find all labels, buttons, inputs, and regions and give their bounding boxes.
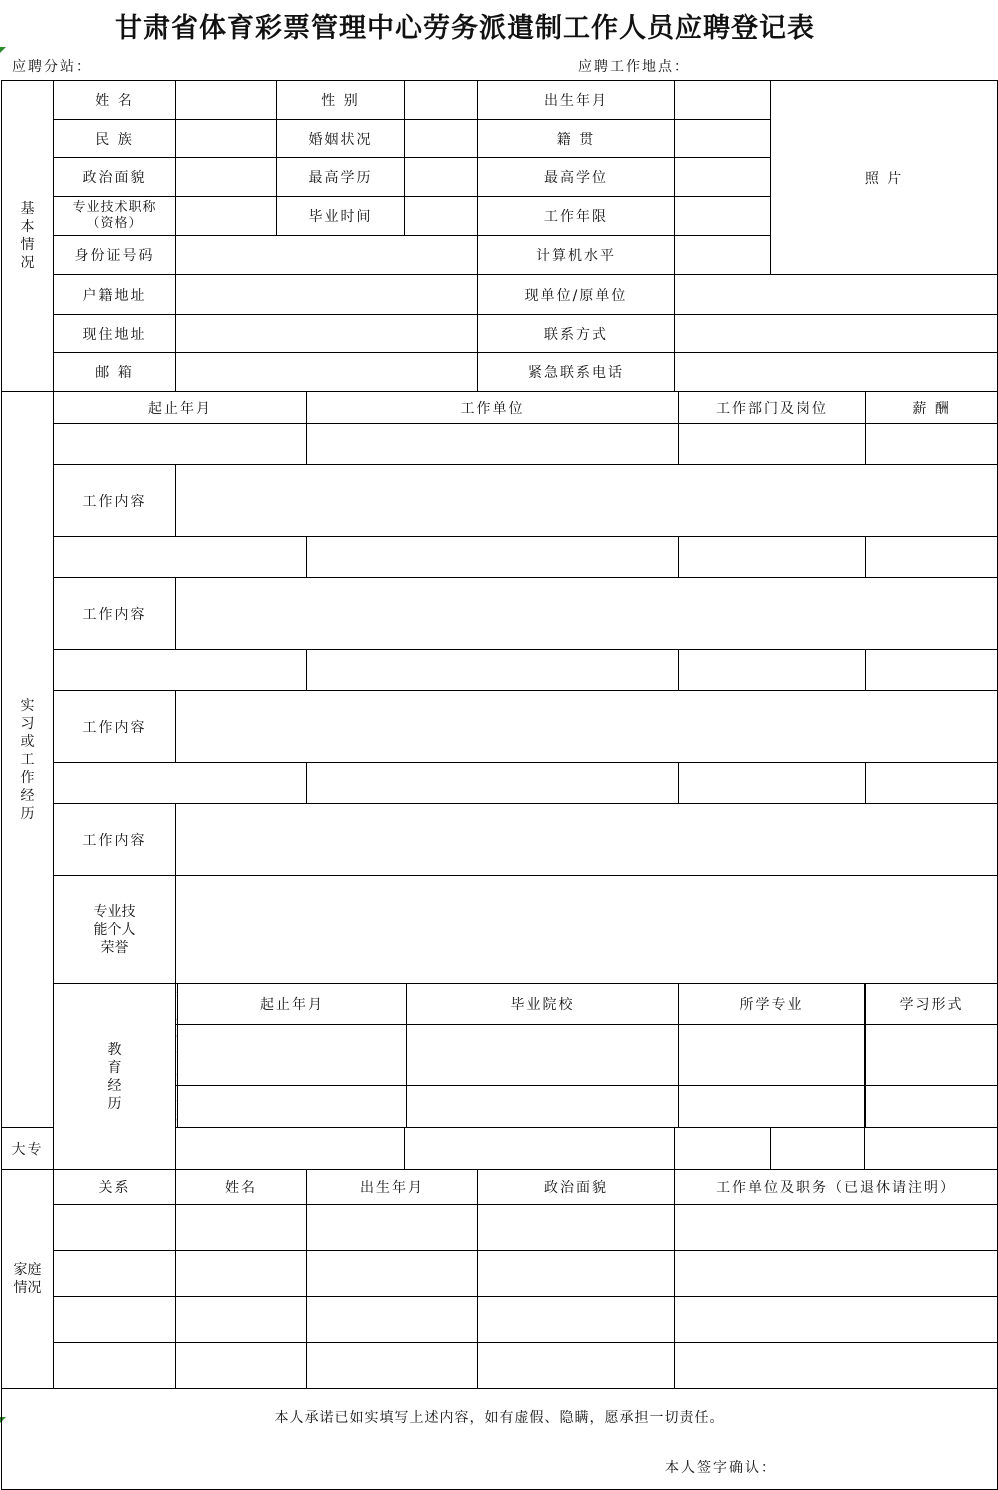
header-work-unit: 工作单位: [307, 392, 679, 424]
label-gender: 性 别: [277, 81, 405, 120]
label-email: 邮 箱: [54, 353, 176, 392]
field-ethnicity[interactable]: [176, 120, 277, 158]
pledge-box: [2, 1389, 998, 1490]
label-ethnicity: 民 族: [54, 120, 176, 158]
label-professional-title: [54, 197, 176, 236]
field-salary[interactable]: [866, 763, 998, 804]
field-family-name[interactable]: [176, 1297, 307, 1343]
field-family-relation[interactable]: [54, 1297, 176, 1343]
header-edu-school: 毕业院校: [407, 984, 679, 1025]
field-emergency-phone[interactable]: [675, 353, 998, 392]
field-work-dept[interactable]: [679, 650, 866, 691]
section-family: [2, 1170, 54, 1389]
field-work-unit[interactable]: [307, 424, 679, 465]
field-edu-school[interactable]: [407, 1025, 679, 1086]
field-family-relation[interactable]: [54, 1205, 176, 1251]
work-location-label: 应聘工作地点：: [578, 59, 690, 75]
branch-label: 应聘分站：: [12, 59, 92, 75]
header-edu-period: 起止年月: [178, 984, 407, 1025]
field-marital[interactable]: [405, 120, 478, 158]
field-name[interactable]: [176, 81, 277, 120]
header-work-dept: 工作部门及岗位: [679, 392, 866, 424]
label-work-content: 工作内容: [54, 804, 176, 876]
field-work-content[interactable]: [176, 691, 998, 763]
header-family-name: 姓名: [176, 1170, 307, 1205]
field-edu-major[interactable]: [679, 1025, 865, 1086]
field-hukou-address[interactable]: [176, 275, 478, 315]
field-family-birth[interactable]: [307, 1205, 478, 1251]
field-current-address[interactable]: [176, 315, 478, 353]
header-family-birth: 出生年月: [307, 1170, 478, 1205]
registration-form: [1, 80, 998, 1490]
field-work-period[interactable]: [54, 650, 307, 691]
label-emergency-phone: 紧急联系电话: [478, 353, 675, 392]
field-work-unit[interactable]: [307, 650, 679, 691]
field-current-employer[interactable]: [675, 275, 998, 315]
header-edu-mode: 学习形式: [866, 984, 998, 1025]
field-family-name[interactable]: [176, 1205, 307, 1251]
field-family-employer[interactable]: [675, 1251, 998, 1297]
field-salary[interactable]: [866, 537, 998, 578]
page-title: 甘肃省体育彩票管理中心劳务派遣制工作人员应聘登记表: [115, 13, 815, 44]
field-edu-period[interactable]: [178, 1086, 407, 1128]
family-title-line1: 家庭: [13, 1262, 42, 1278]
field-professional-title[interactable]: [176, 197, 277, 236]
field-edu-period[interactable]: [176, 1128, 405, 1170]
field-family-employer[interactable]: [675, 1297, 998, 1343]
field-edu-major[interactable]: [675, 1128, 771, 1170]
label-name: 姓 名: [54, 81, 176, 120]
field-work-dept[interactable]: [679, 537, 866, 578]
section-skills-honors: [54, 876, 176, 984]
label-highest-degree: 最高学位: [478, 158, 675, 197]
header-family-relation: 关系: [54, 1170, 176, 1205]
label-computer-level: 计算机水平: [478, 236, 675, 275]
field-graduation-time[interactable]: [405, 197, 478, 236]
field-email[interactable]: [176, 353, 478, 392]
label-birth: 出生年月: [478, 81, 675, 120]
signature-label: 本人签字确认：: [665, 1460, 777, 1476]
field-work-years[interactable]: [675, 197, 771, 236]
label-work-content: 工作内容: [54, 465, 176, 537]
field-work-dept[interactable]: [679, 424, 866, 465]
label-current-address: 现住地址: [54, 315, 176, 353]
corner-mark: [0, 47, 6, 53]
field-edu-mode[interactable]: [865, 1128, 998, 1170]
field-family-employer[interactable]: [675, 1343, 998, 1389]
field-edu-degree[interactable]: [771, 1128, 865, 1170]
field-edu-mode[interactable]: [866, 1086, 998, 1128]
field-salary[interactable]: [866, 424, 998, 465]
section-basic-info: 基本情况: [2, 81, 54, 392]
field-family-relation[interactable]: [54, 1343, 176, 1389]
label-professional-title-line2: （资格）: [86, 216, 143, 231]
label-native-place: 籍 贯: [478, 120, 675, 158]
field-work-unit[interactable]: [307, 537, 679, 578]
edu-row-college: 大专: [2, 1128, 54, 1170]
label-highest-education: 最高学历: [277, 158, 405, 197]
field-work-period[interactable]: [54, 424, 307, 465]
label-id-number: 身份证号码: [54, 236, 176, 275]
header-family-political: 政治面貌: [478, 1170, 675, 1205]
field-salary[interactable]: [866, 650, 998, 691]
field-family-birth[interactable]: [307, 1251, 478, 1297]
field-family-relation[interactable]: [54, 1251, 176, 1297]
section-education: 教育经历: [54, 984, 176, 1170]
field-family-name[interactable]: [176, 1251, 307, 1297]
field-family-name[interactable]: [176, 1343, 307, 1389]
field-political[interactable]: [176, 158, 277, 197]
label-professional-title-line1: 专业技术职称: [72, 200, 157, 215]
family-title-line2: 情况: [13, 1280, 42, 1296]
field-work-content[interactable]: [176, 578, 998, 650]
label-contact: 联系方式: [478, 315, 675, 353]
field-work-period[interactable]: [54, 537, 307, 578]
field-edu-school[interactable]: [405, 1128, 675, 1170]
field-work-content[interactable]: [176, 465, 998, 537]
photo-box[interactable]: 照 片: [771, 81, 998, 275]
field-family-birth[interactable]: [307, 1343, 478, 1389]
field-family-political[interactable]: [478, 1205, 675, 1251]
header-family-employer: 工作单位及职务（已退休请注明）: [675, 1170, 998, 1205]
field-edu-period[interactable]: [178, 1025, 407, 1086]
field-highest-education[interactable]: [405, 158, 478, 197]
pledge-text: 本人承诺已如实填写上述内容，如有虚假、隐瞒，愿承担一切责任。: [274, 1410, 725, 1426]
field-gender[interactable]: [405, 81, 478, 120]
field-work-dept[interactable]: [679, 763, 866, 804]
label-hukou-address: 户籍地址: [54, 275, 176, 315]
field-work-content[interactable]: [176, 804, 998, 876]
field-family-political[interactable]: [478, 1343, 675, 1389]
field-family-political[interactable]: [478, 1251, 675, 1297]
label-marital: 婚姻状况: [277, 120, 405, 158]
field-edu-school[interactable]: [407, 1086, 679, 1128]
field-highest-degree[interactable]: [675, 158, 771, 197]
label-work-content: 工作内容: [54, 691, 176, 763]
section-work-experience: 实习或工作经历: [2, 392, 54, 1128]
label-current-employer: 现单位/原单位: [478, 275, 675, 315]
field-skills-honors[interactable]: [176, 876, 998, 984]
field-family-employer[interactable]: [675, 1205, 998, 1251]
field-family-birth[interactable]: [307, 1297, 478, 1343]
field-edu-mode[interactable]: [866, 1025, 998, 1086]
field-native-place[interactable]: [675, 120, 771, 158]
field-id-number[interactable]: [176, 236, 478, 275]
field-birth[interactable]: [675, 81, 771, 120]
field-family-political[interactable]: [478, 1297, 675, 1343]
skills-title-line2: 能个人: [93, 921, 136, 938]
skills-title-line3: 荣誉: [100, 939, 129, 956]
skills-title-line1: 专业技: [93, 903, 136, 920]
header-work-period: 起止年月: [54, 392, 307, 424]
header-edu-major: 所学专业: [679, 984, 865, 1025]
label-graduation-time: 毕业时间: [277, 197, 405, 236]
field-edu-major[interactable]: [679, 1086, 865, 1128]
field-contact[interactable]: [675, 315, 998, 353]
field-work-unit[interactable]: [307, 763, 679, 804]
label-work-content: 工作内容: [54, 578, 176, 650]
field-work-period[interactable]: [54, 763, 307, 804]
label-political: 政治面貌: [54, 158, 176, 197]
header-salary: 薪 酬: [866, 392, 998, 424]
label-work-years: 工作年限: [478, 197, 675, 236]
field-computer-level[interactable]: [675, 236, 771, 275]
